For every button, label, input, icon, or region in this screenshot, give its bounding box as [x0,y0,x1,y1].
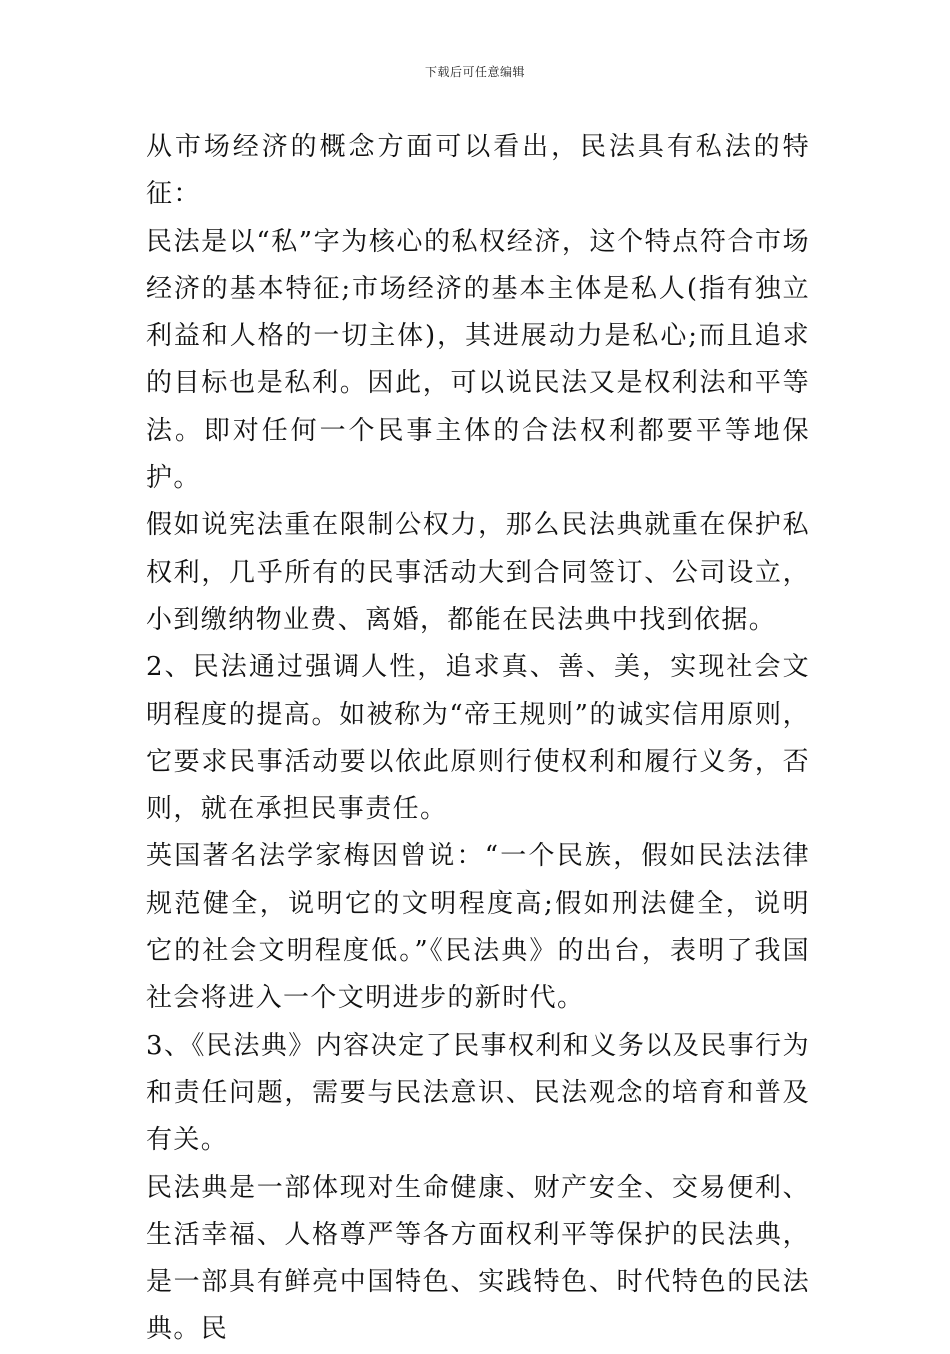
paragraph-maine-quote: 英国著名法学家梅因曾说：“一个民族，假如民法法律规范健全，说明它的文明程度高;假如刑法健全，说明它的社会文明程度低。”《民法典》的出台，表明了我国社会将进入一个文明进步的新时代。 [146,841,810,1014]
paragraph-civil-code-summary: 民法典是一部体现对生命健康、财产安全、交易便利、生活幸福、人格尊严等各方面权利平等保护的民法典，是一部具有鲜亮中国特色、实践特色、时代特色的民法典。民 [146,1172,810,1345]
paragraph-point-3: 3、《民法典》内容决定了民事权利和义务以及民事行为和责任问题，需要与民法意识、民法观念的培育和普及有关。 [146,1030,810,1156]
paragraph-constitution-comparison: 假如说宪法重在限制公权力，那么民法典就重在保护私权利，几乎所有的民事活动大到合同签订、公司设立，小到缴纳物业费、离婚，都能在民法典中找到依据。 [146,510,810,635]
paragraph-private-law-intro: 从市场经济的概念方面可以看出，民法具有私法的特征： [146,132,810,210]
document-body [146,124,810,1354]
paragraph-private-rights: 民法是以“私”字为核心的私权经济，这个特点符合市场经济的基本特征;市场经济的基本主体是私人(指有独立利益和人格的一切主体)，其进展动力是私心;而且追求的目标也是私利。因此，可以说民法又是权利法和平等法。即对任何一个民事主体的合法权利都要平等地保护。 [146,226,810,494]
page-header: 下载后可任意编辑 [424,65,525,79]
paragraph-point-2: 2、民法通过强调人性，追求真、善、美，实现社会文明程度的提高。如被称为“帝王规则”的诚实信用原则，它要求民事活动要以依此原则行使权利和履行义务，否则，就在承担民事责任。 [146,652,810,825]
